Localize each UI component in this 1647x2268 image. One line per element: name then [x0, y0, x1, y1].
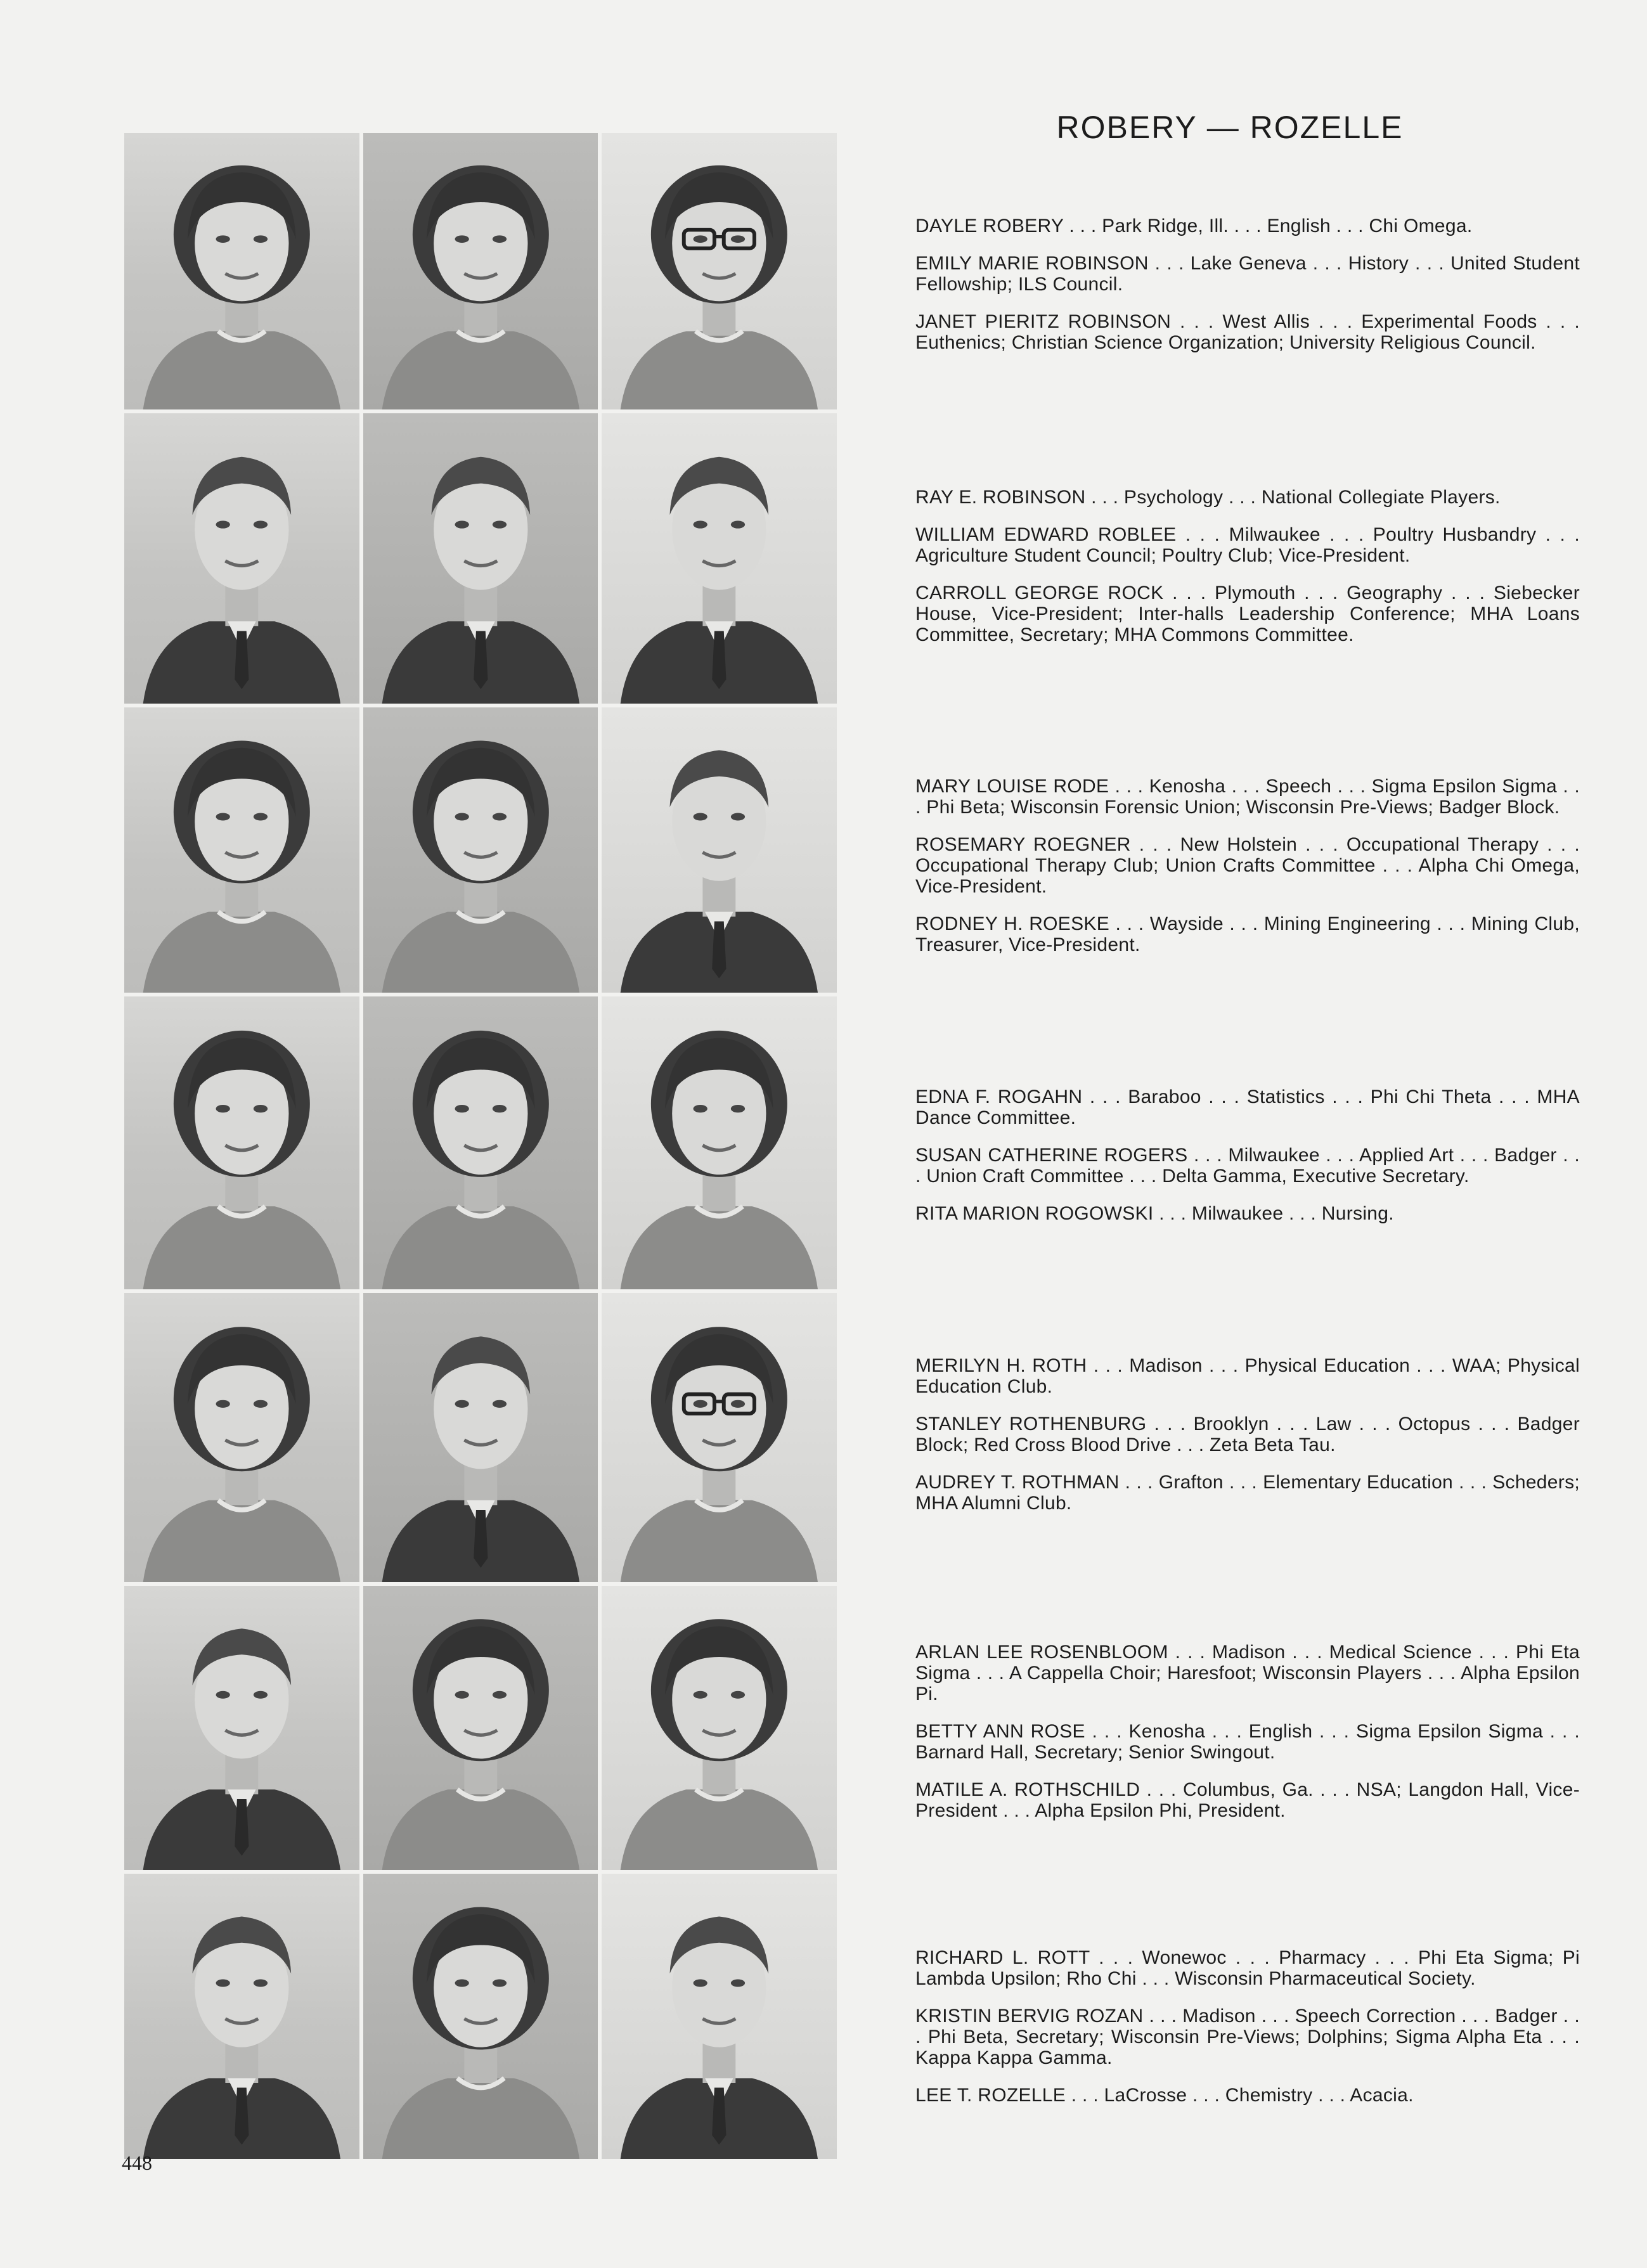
portrait-silhouette — [124, 1586, 359, 1870]
portrait-silhouette — [363, 413, 598, 704]
student-entry: ROSEMARY ROEGNER . . . New Holstein . . . Occupational Therapy . . . Occupational Therapy Club; Union Crafts Committee . . . Alpha Chi Omega, Vice-President. — [915, 834, 1580, 897]
student-entry: RICHARD L. ROTT . . . Wonewoc . . . Pharmacy . . . Phi Eta Sigma; Pi Lambda Upsilon; Rho Chi . . . Wisconsin Pharmaceutical Society. — [915, 1947, 1580, 1989]
student-entry: STANLEY ROTHENBURG . . . Brooklyn . . . Law . . . Octopus . . . Badger Block; Red Cross Blood Drive . . . Zeta Beta Tau. — [915, 1414, 1580, 1455]
student-entry: RITA MARION ROGOWSKI . . . Milwaukee . . . Nursing. — [915, 1203, 1394, 1224]
portrait-silhouette — [124, 1293, 359, 1582]
student-portrait — [363, 1293, 598, 1582]
student-entry: CARROLL GEORGE ROCK . . . Plymouth . . . Geography . . . Siebecker House, Vice-President; Inter-halls Leadership Conference; MHA Loans Committee, Secretary; MHA Commons Committee. — [915, 583, 1580, 645]
student-portrait — [602, 996, 837, 1289]
entry-group-5 — [915, 1355, 1580, 1530]
portrait-silhouette — [602, 707, 837, 993]
student-portrait — [124, 133, 359, 409]
portrait-silhouette — [602, 413, 837, 704]
student-entry: MERILYN H. ROTH . . . Madison . . . Physical Education . . . WAA; Physical Education Club. — [915, 1355, 1580, 1397]
portrait-silhouette — [363, 1874, 598, 2159]
portrait-silhouette — [602, 1293, 837, 1582]
student-portrait — [602, 413, 837, 704]
portrait-silhouette — [602, 1874, 837, 2159]
portrait-grid — [124, 133, 837, 2136]
student-portrait — [602, 1874, 837, 2159]
student-portrait — [124, 996, 359, 1289]
student-entry: MATILE A. ROTHSCHILD . . . Columbus, Ga. . . . NSA; Langdon Hall, Vice-President . . . Alpha Epsilon Phi, President. — [915, 1779, 1580, 1821]
student-entry: ARLAN LEE ROSENBLOOM . . . Madison . . . Medical Science . . . Phi Eta Sigma . . . A Cappella Choir; Haresfoot; Wisconsin Players . . . Alpha Epsilon Pi. — [915, 1642, 1580, 1704]
student-portrait — [363, 1586, 598, 1870]
page-number: 448 — [122, 2151, 152, 2174]
entry-group-2 — [915, 487, 1580, 662]
portrait-silhouette — [124, 413, 359, 704]
entry-group-6 — [915, 1642, 1580, 1838]
student-portrait — [363, 996, 598, 1289]
entry-group-7 — [915, 1947, 1580, 2122]
student-entry: LEE T. ROZELLE . . . LaCrosse . . . Chemistry . . . Acacia. — [915, 2085, 1414, 2106]
student-portrait — [602, 1586, 837, 1870]
student-entry: JANET PIERITZ ROBINSON . . . West Allis . . . Experimental Foods . . . Euthenics; Christian Science Organization; University Religious Council. — [915, 311, 1580, 353]
portrait-silhouette — [124, 707, 359, 993]
student-portrait — [363, 707, 598, 993]
entry-group-1 — [915, 216, 1580, 370]
portrait-silhouette — [602, 1586, 837, 1870]
student-portrait — [602, 707, 837, 993]
portrait-silhouette — [363, 133, 598, 409]
student-portrait — [602, 133, 837, 409]
entry-group-3 — [915, 776, 1580, 972]
student-portrait — [124, 1874, 359, 2159]
student-entry: RODNEY H. ROESKE . . . Wayside . . . Mining Engineering . . . Mining Club, Treasurer, Vice-President. — [915, 913, 1580, 955]
portrait-silhouette — [363, 1293, 598, 1582]
student-entry: DAYLE ROBERY . . . Park Ridge, Ill. . . . English . . . Chi Omega. — [915, 216, 1473, 236]
portrait-silhouette — [124, 1874, 359, 2159]
student-entry: EDNA F. ROGAHN . . . Baraboo . . . Statistics . . . Phi Chi Theta . . . MHA Dance Committee. — [915, 1086, 1580, 1128]
portrait-silhouette — [363, 996, 598, 1289]
portrait-silhouette — [363, 707, 598, 993]
page-title: ROBERY — ROZELLE — [1056, 110, 1404, 145]
portrait-silhouette — [363, 1586, 598, 1870]
student-portrait — [124, 707, 359, 993]
student-entry: EMILY MARIE ROBINSON . . . Lake Geneva . . . History . . . United Student Fellowship; ILS Council. — [915, 253, 1580, 295]
student-portrait — [124, 413, 359, 704]
student-portrait — [363, 133, 598, 409]
portrait-silhouette — [602, 133, 837, 409]
portrait-silhouette — [124, 133, 359, 409]
student-portrait — [124, 1293, 359, 1582]
student-portrait — [363, 413, 598, 704]
portrait-silhouette — [602, 996, 837, 1289]
student-entry: MARY LOUISE RODE . . . Kenosha . . . Speech . . . Sigma Epsilon Sigma . . . Phi Beta; Wisconsin Forensic Union; Wisconsin Pre-Views; Badger Block. — [915, 776, 1580, 818]
student-entry: BETTY ANN ROSE . . . Kenosha . . . English . . . Sigma Epsilon Sigma . . . Barnard Hall, Secretary; Senior Swingout. — [915, 1721, 1580, 1763]
student-entry: KRISTIN BERVIG ROZAN . . . Madison . . . Speech Correction . . . Badger . . . Phi Beta, Secretary; Wisconsin Pre-Views; Dolphins; Sigma Alpha Eta . . . Kappa Kappa Gamma. — [915, 2006, 1580, 2068]
portrait-silhouette — [124, 996, 359, 1289]
student-entry: WILLIAM EDWARD ROBLEE . . . Milwaukee . . . Poultry Husbandry . . . Agriculture Student Council; Poultry Club; Vice-President. — [915, 524, 1580, 566]
student-portrait — [363, 1874, 598, 2159]
student-entry: SUSAN CATHERINE ROGERS . . . Milwaukee . . . Applied Art . . . Badger . . . Union Craft Committee . . . Delta Gamma, Executive Secretary. — [915, 1145, 1580, 1187]
student-entry: RAY E. ROBINSON . . . Psychology . . . National Collegiate Players. — [915, 487, 1501, 508]
student-portrait — [124, 1586, 359, 1870]
entry-group-4 — [915, 1086, 1580, 1240]
student-entry: AUDREY T. ROTHMAN . . . Grafton . . . Elementary Education . . . Scheders; MHA Alumni Club. — [915, 1472, 1580, 1514]
student-portrait — [602, 1293, 837, 1582]
